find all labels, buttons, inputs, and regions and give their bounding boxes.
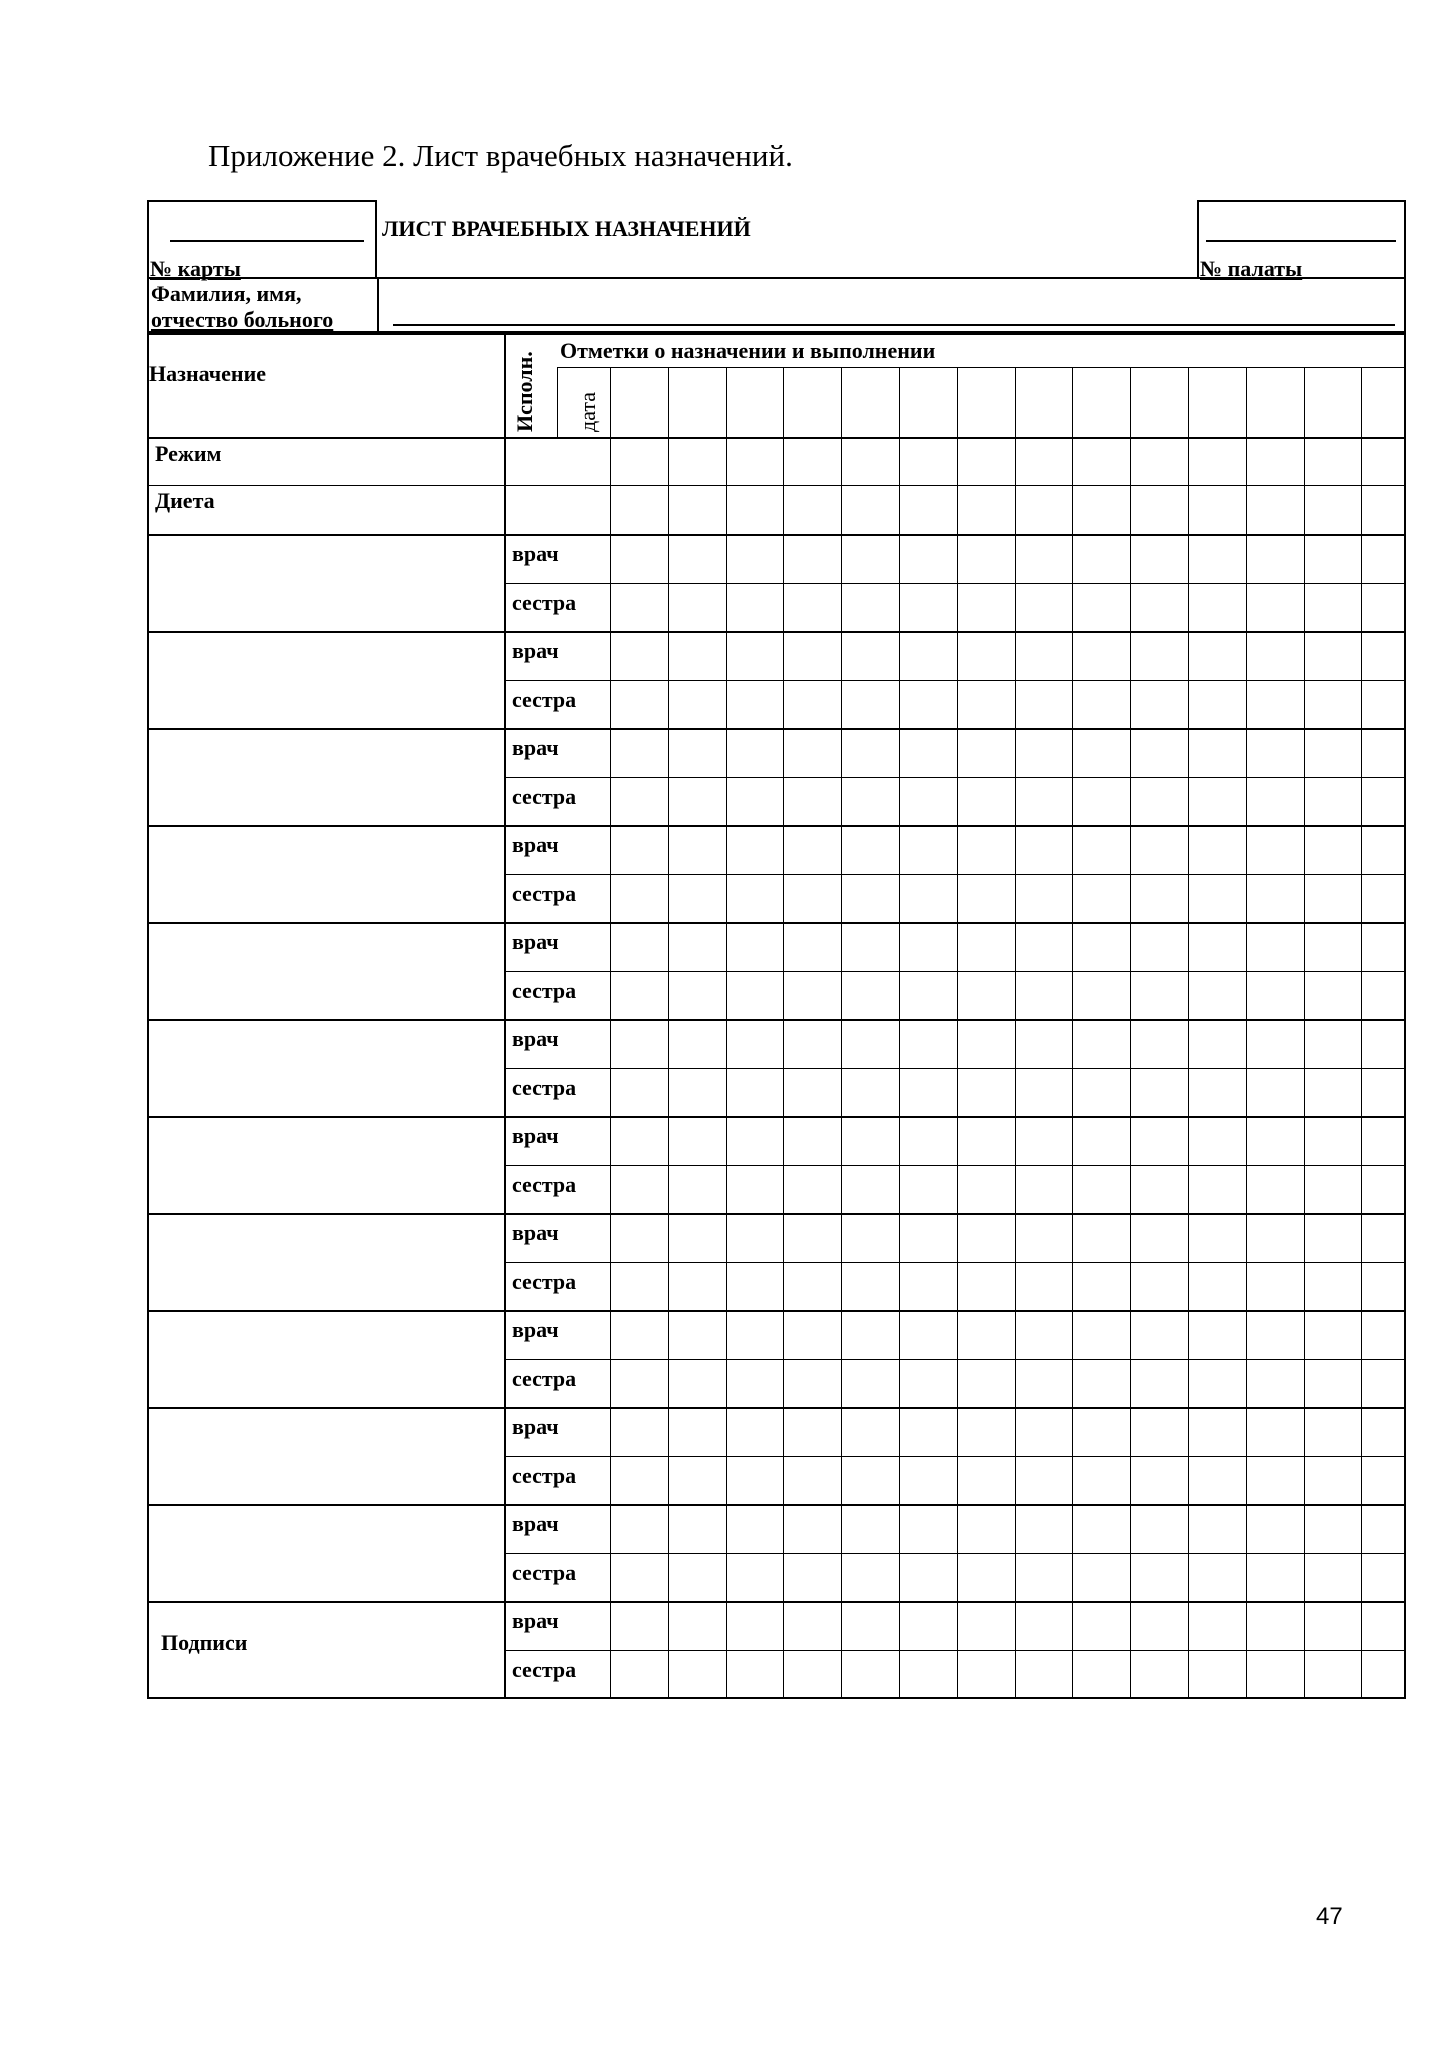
sub-row-divider	[504, 1068, 1405, 1069]
row-divider	[147, 1019, 1405, 1021]
date-divider	[557, 367, 558, 437]
row-divider	[147, 1601, 1405, 1603]
nurse-label: сестра	[512, 1075, 577, 1100]
nurse-label: сестра	[512, 1366, 577, 1391]
row-divider	[147, 1407, 1405, 1409]
doctor-label: врач	[512, 1317, 559, 1342]
sub-row-divider	[504, 1650, 1405, 1651]
nurse-label: сестра	[512, 1269, 577, 1294]
row-divider	[147, 728, 1405, 730]
nurse-label: сестра	[512, 978, 577, 1003]
table-frame	[147, 333, 1406, 1699]
date-column-line	[1015, 367, 1016, 1698]
sub-row-divider	[504, 583, 1405, 584]
doctor-label: врач	[512, 735, 559, 760]
card-number-line	[170, 240, 364, 242]
ward-number-label: № палаты	[1200, 256, 1303, 281]
date-column-line	[1246, 367, 1247, 1698]
date-column-line	[1130, 367, 1131, 1698]
nurse-label: сестра	[512, 881, 577, 906]
card-number-label: № карты	[150, 256, 241, 281]
row-divider	[147, 534, 1405, 536]
doctor-label: врач	[512, 1414, 559, 1439]
row-divider	[147, 1310, 1405, 1312]
row-divider	[147, 922, 1405, 924]
date-column-line	[668, 367, 669, 1698]
nurse-label: сестра	[512, 687, 577, 712]
document-caption: Приложение 2. Лист врачебных назначений.	[208, 138, 793, 173]
sub-row-divider	[504, 777, 1405, 778]
sub-row-divider	[504, 874, 1405, 875]
date-column-line	[610, 367, 611, 1698]
sub-row-divider	[504, 1456, 1405, 1457]
row-diet-label: Диета	[155, 488, 215, 513]
executor-divider	[504, 333, 506, 1698]
patient-label-line2: отчество больного	[151, 307, 334, 332]
col-date-header: дата	[575, 391, 600, 432]
row-divider	[147, 1213, 1405, 1215]
sub-row-divider	[504, 1553, 1405, 1554]
date-column-line	[1072, 367, 1073, 1698]
date-column-line	[726, 367, 727, 1698]
nurse-label: сестра	[512, 1463, 577, 1488]
row-divider	[147, 1116, 1405, 1118]
patient-label-line1: Фамилия, имя,	[151, 281, 302, 306]
col-executor-header: Исполн.	[512, 351, 537, 432]
col-marks-header: Отметки о назначении и выполнении	[560, 338, 936, 363]
doctor-label: врач	[512, 541, 559, 566]
row-divider	[147, 631, 1405, 633]
ward-number-line	[1206, 240, 1396, 242]
signatures-label: Подписи	[161, 1630, 248, 1655]
date-column-line	[899, 367, 900, 1698]
row-divider	[147, 1504, 1405, 1506]
nurse-label: сестра	[512, 590, 577, 615]
date-column-line	[1361, 367, 1362, 1698]
date-column-line	[1304, 367, 1305, 1698]
date-column-line	[1188, 367, 1189, 1698]
doctor-label: врач	[512, 1511, 559, 1536]
nurse-label: сестра	[512, 1657, 577, 1682]
sub-row-divider	[504, 1359, 1405, 1360]
page-number: 47	[1316, 1903, 1343, 1930]
nurse-label: сестра	[512, 1560, 577, 1585]
nurse-label: сестра	[512, 1172, 577, 1197]
date-column-line	[841, 367, 842, 1698]
date-column-line	[783, 367, 784, 1698]
row-divider	[147, 485, 1405, 486]
col-assignment-header: Назначение	[149, 361, 267, 386]
date-column-line	[957, 367, 958, 1698]
sub-row-divider	[504, 1262, 1405, 1263]
row-divider	[147, 825, 1405, 827]
sub-row-divider	[504, 1165, 1405, 1166]
doctor-label: врач	[512, 1220, 559, 1245]
doctor-label: врач	[512, 1608, 559, 1633]
sub-row-divider	[504, 971, 1405, 972]
doctor-label: врач	[512, 638, 559, 663]
patient-label-divider	[377, 277, 379, 333]
doctor-label: врач	[512, 832, 559, 857]
nurse-label: сестра	[512, 784, 577, 809]
marks-header-underline	[557, 367, 1405, 368]
doctor-label: врач	[512, 1026, 559, 1051]
header-bottom-border	[147, 437, 1405, 439]
doctor-label: врач	[512, 1123, 559, 1148]
patient-name-line	[393, 324, 1395, 326]
sub-row-divider	[504, 680, 1405, 681]
doctor-label: врач	[512, 929, 559, 954]
form-title: ЛИСТ ВРАЧЕБНЫХ НАЗНАЧЕНИЙ	[382, 216, 751, 241]
row-regime-label: Режим	[155, 441, 222, 466]
